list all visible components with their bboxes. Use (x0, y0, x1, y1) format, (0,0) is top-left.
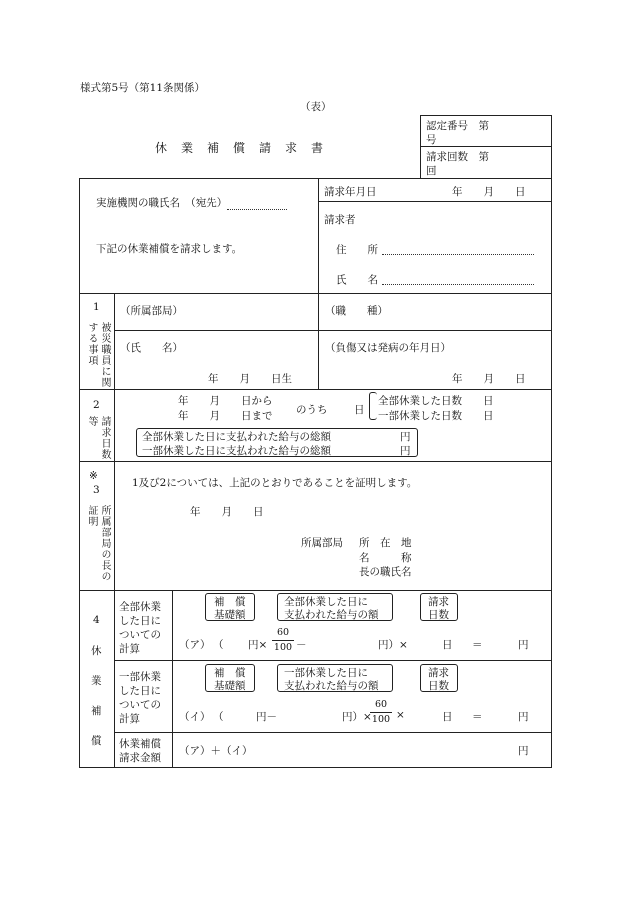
addressee-label: 実施機関の職氏名 （宛先） (96, 195, 287, 210)
fraction-i-den: 100 (371, 714, 391, 725)
sec3-mark: ※ (89, 470, 98, 482)
base-label-a1: 補 償 (214, 596, 246, 608)
days-bracket (369, 392, 377, 420)
request-count: 請求回数 第 (426, 151, 489, 163)
sec4-label-1: 休 (91, 645, 102, 657)
partial-days: 一部休業した日数 日 (378, 410, 494, 422)
row-i-yen: 円 (518, 711, 529, 723)
request-date-label: 請求年月日 (324, 186, 377, 198)
sec3-label: 所属部局の長の証明 (86, 505, 110, 582)
of-which: のうち (296, 404, 328, 416)
part-calc-l3: ついての (119, 699, 161, 711)
row-i-label: （イ） (179, 711, 211, 723)
claimant-label: 請求者 (324, 214, 356, 226)
row-a-yen1: 円× (248, 639, 268, 651)
period-from: 年 月 日から (178, 395, 273, 407)
side-label: （表） (300, 101, 332, 113)
injury-date-value: 年 月 日 (452, 373, 526, 385)
row-a-minus: － (296, 639, 307, 651)
cert-location-label: 所 在 地 (359, 537, 412, 549)
total-label-1: 休業補償 (119, 738, 161, 750)
days-label-a1: 請求 (428, 596, 449, 608)
days-label-a2: 日数 (428, 609, 449, 621)
full-pay-label-1: 全部休業した日に (284, 596, 368, 608)
row-a-open: （ (213, 639, 224, 651)
name-label: 氏 名 (336, 274, 378, 286)
request-date-value: 年 月 日 (452, 186, 526, 198)
full-pay-total: 全部休業した日に支払われた給与の総額 (142, 431, 331, 443)
cert-statement: 1及び2については、上記のとおりであることを証明します。 (132, 477, 418, 489)
row-a-yen: 円 (518, 639, 529, 651)
sec4-label-3: 補 (91, 705, 102, 717)
days-unit: 日 (354, 404, 365, 416)
full-pay-yen: 円 (400, 431, 411, 443)
row-a-label: （ア） (179, 639, 211, 651)
cert-number: 認定番号 第 (426, 120, 489, 132)
partial-pay-yen: 円 (400, 445, 411, 457)
row-i-open: （ (213, 711, 224, 723)
fraction-a-den: 100 (273, 642, 293, 653)
sec2-number: 2 (93, 399, 100, 411)
base-label-i2: 基礎額 (214, 680, 246, 692)
full-days: 全部休業した日数 日 (378, 395, 494, 407)
request-text: 下記の休業補償を請求します。 (96, 243, 243, 255)
full-calc-l1: 全部休業 (119, 601, 161, 613)
full-calc-l3: ついての (119, 629, 161, 641)
victim-name-label: （氏 名） (120, 342, 183, 354)
sec4-label-4: 償 (91, 735, 102, 747)
total-label-2: 請求金額 (119, 752, 161, 764)
row-i-times: × (396, 709, 405, 721)
full-calc-l2: した日に (119, 615, 161, 627)
full-pay-label-2: 支払われた給与の額 (284, 609, 379, 621)
row-i-yen2: 円）× (342, 711, 372, 723)
fraction-a (272, 627, 294, 654)
sec1-number: 1 (93, 301, 100, 313)
injury-date-label: （負傷又は発病の年月日） (325, 342, 451, 354)
address-label: 住 所 (336, 244, 378, 256)
row-i-day: 日 (442, 711, 453, 723)
name-field[interactable] (382, 272, 534, 285)
full-calc-l4: 計算 (119, 643, 140, 655)
request-count-kai: 回 (426, 165, 437, 177)
fraction-i-num: 60 (374, 699, 388, 710)
cert-number-go: 号 (426, 134, 437, 146)
row-a-yen2: 円）× (378, 639, 408, 651)
row-a-day: 日 (442, 639, 453, 651)
part-calc-l1: 一部休業 (119, 671, 161, 683)
row-i-yen1: 円－ (256, 711, 277, 723)
page-title: 休 業 補 償 請 求 書 (155, 141, 325, 155)
sec4-label-2: 業 (91, 675, 102, 687)
row-a-eq: ＝ (472, 639, 483, 651)
part-pay-label-1: 一部休業した日に (284, 667, 368, 679)
fraction-a-num: 60 (276, 627, 290, 638)
part-calc-l4: 計算 (119, 713, 140, 725)
job-label: （職 種） (325, 305, 388, 317)
form-number: 様式第5号（第11条関係） (80, 82, 206, 94)
total-formula: （ア）＋（イ） (179, 745, 253, 757)
sec1-label: 被災職員に関する事項 (86, 322, 110, 388)
dept-label: （所属部局） (120, 305, 183, 317)
fraction-i (370, 699, 392, 726)
birth-date: 年 月 日生 (208, 373, 292, 385)
partial-pay-total: 一部休業した日に支払われた給与の総額 (142, 445, 331, 457)
cert-name-label: 名 称 (359, 552, 412, 564)
cert-head-label: 長の職氏名 (359, 566, 412, 578)
part-pay-label-2: 支払われた給与の額 (284, 680, 379, 692)
address-field[interactable] (382, 242, 534, 255)
row-i-eq: ＝ (472, 711, 483, 723)
base-label-i1: 補 償 (214, 667, 246, 679)
base-label-a2: 基礎額 (214, 609, 246, 621)
sec3-number: 3 (93, 484, 100, 496)
cert-dept-label: 所属部局 (301, 537, 343, 549)
days-label-i1: 請求 (428, 667, 449, 679)
days-label-i2: 日数 (428, 680, 449, 692)
total-yen: 円 (518, 745, 529, 757)
sec4-number: 4 (93, 614, 100, 626)
cert-date: 年 月 日 (190, 506, 264, 518)
sec2-label: 請求日数等 (86, 416, 110, 460)
period-to: 年 月 日まで (178, 410, 273, 422)
part-calc-l2: した日に (119, 685, 161, 697)
